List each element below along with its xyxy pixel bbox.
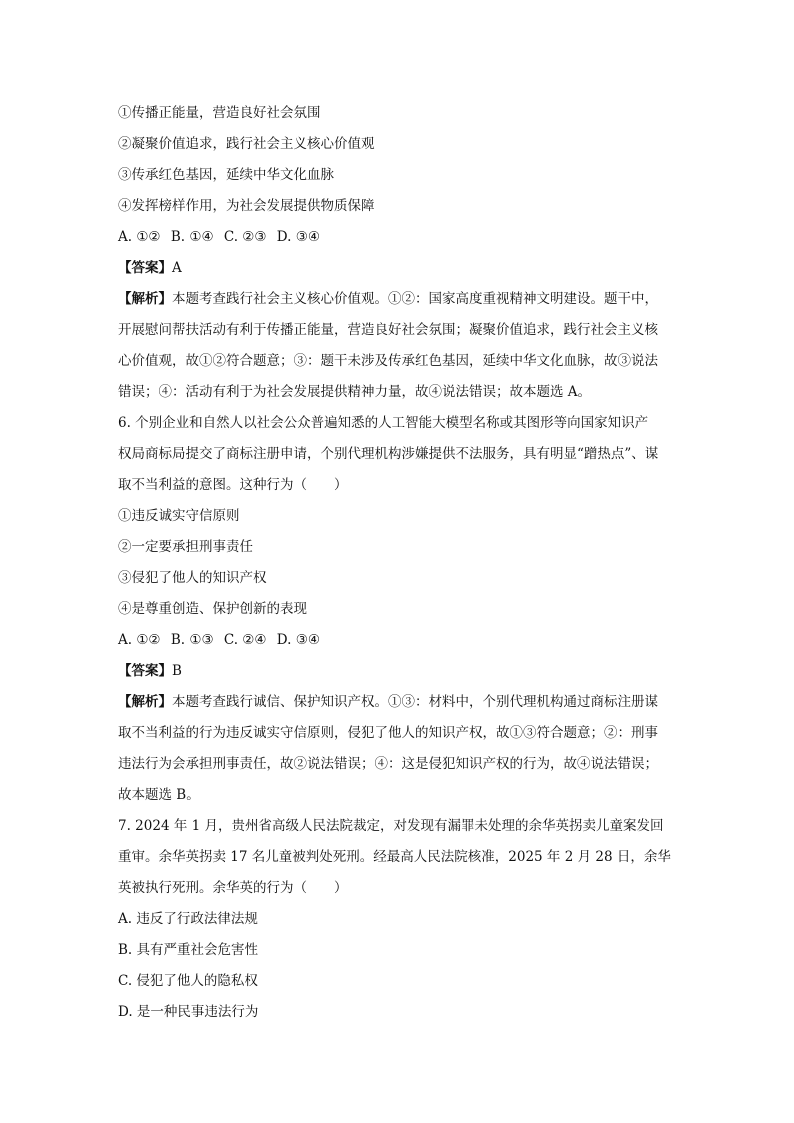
q6-stem-line-1: 6. 个别企业和自然人以社会公众普遍知悉的人工智能大模型名称或其图形等向国家知识产: [118, 415, 649, 431]
q7-stem-line-1: 7. 2024 年 1 月，贵州省高级人民法院裁定，对发现有漏罪未处理的余华英拐卖儿童案发回: [118, 818, 664, 834]
analysis-text: 本题考查践行诚信、保护知识产权。①③：材料中，个别代理机构通过商标注册谋: [172, 694, 658, 710]
q7-stem-line-2: 重审。余华英拐卖 17 名儿童被判处死刑。经最高人民法院核准，2025 年 2 月 28 日，余华: [118, 849, 671, 865]
q5-analysis-line-2: 开展慰问帮扶活动有利于传播正能量，营造良好社会氛围；凝聚价值追求，践行社会主义核: [118, 322, 658, 338]
analysis-tag: 【解析】: [118, 694, 172, 710]
answer-value: B: [172, 663, 182, 679]
q6-option-3: ③侵犯了他人的知识产权: [118, 570, 267, 586]
q6-choice-d: D. ③④: [276, 632, 320, 648]
q6-analysis-line-1: [118, 687, 680, 718]
q5-choice-a: A. ①②: [118, 229, 161, 245]
q5-option-4: ④发挥榜样作用，为社会发展提供物质保障: [118, 198, 375, 214]
answer-tag: 【答案】: [118, 260, 172, 276]
q7-stem-line-3: 英被执行死刑。余华英的行为（ ）: [118, 880, 348, 896]
q6-analysis-line-4: 故本题选 B。: [118, 787, 200, 803]
q6-option-2: ②一定要承担刑事责任: [118, 539, 253, 555]
q7-choice-a: A. 违反了行政法律法规: [118, 911, 258, 927]
document-page: [118, 98, 680, 1028]
q6-analysis-line-3: 违法行为会承担刑事责任，故②说法错误；④：这是侵犯知识产权的行为，故④说法错误；: [118, 756, 658, 772]
answer-value: A: [172, 260, 182, 276]
q5-choice-c: C. ②③: [223, 229, 267, 245]
q6-choice-c: C. ②④: [223, 632, 267, 648]
q6-choices: [118, 625, 680, 656]
q5-analysis-line-3: 心价值观，故①②符合题意；③：题干未涉及传承红色基因，延续中华文化血脉，故③说法: [118, 353, 658, 369]
q6-answer: [118, 656, 680, 687]
q6-option-4: ④是尊重创造、保护创新的表现: [118, 601, 307, 617]
q5-choice-b: B. ①④: [170, 229, 214, 245]
analysis-text: 本题考查践行社会主义核心价值观。①②：国家高度重视精神文明建设。题干中，: [172, 291, 658, 307]
q6-choice-b: B. ①③: [170, 632, 214, 648]
q5-option-1: ①传播正能量，营造良好社会氛围: [118, 105, 321, 121]
q7-choice-b: B. 具有严重社会危害性: [118, 942, 259, 958]
q5-answer: [118, 253, 680, 284]
q5-option-3: ③传承红色基因，延续中华文化血脉: [118, 167, 334, 183]
q6-analysis-line-2: 取不当利益的行为违反诚实守信原则，侵犯了他人的知识产权，故①③符合题意；②：刑事: [118, 725, 658, 741]
q5-choices: [118, 222, 680, 253]
q6-option-1: ①违反诚实守信原则: [118, 508, 240, 524]
q5-analysis-line-4: 错误；④：活动有利于为社会发展提供精神力量，故④说法错误；故本题选 A。: [118, 384, 592, 400]
answer-tag: 【答案】: [118, 663, 172, 679]
q5-option-2: ②凝聚价值追求，践行社会主义核心价值观: [118, 136, 375, 152]
q7-choice-c: C. 侵犯了他人的隐私权: [118, 973, 258, 989]
q6-stem-line-2: 权局商标局提交了商标注册申请，个别代理机构涉嫌提供不法服务，具有明显“蹭热点”、谋: [118, 446, 659, 462]
q5-analysis-line-1: [118, 284, 680, 315]
q7-choice-d: D. 是一种民事违法行为: [118, 1004, 259, 1020]
analysis-tag: 【解析】: [118, 291, 172, 307]
q5-choice-d: D. ③④: [276, 229, 320, 245]
q6-stem-line-3: 取不当利益的意图。这种行为（ ）: [118, 477, 348, 493]
q6-choice-a: A. ①②: [118, 632, 161, 648]
